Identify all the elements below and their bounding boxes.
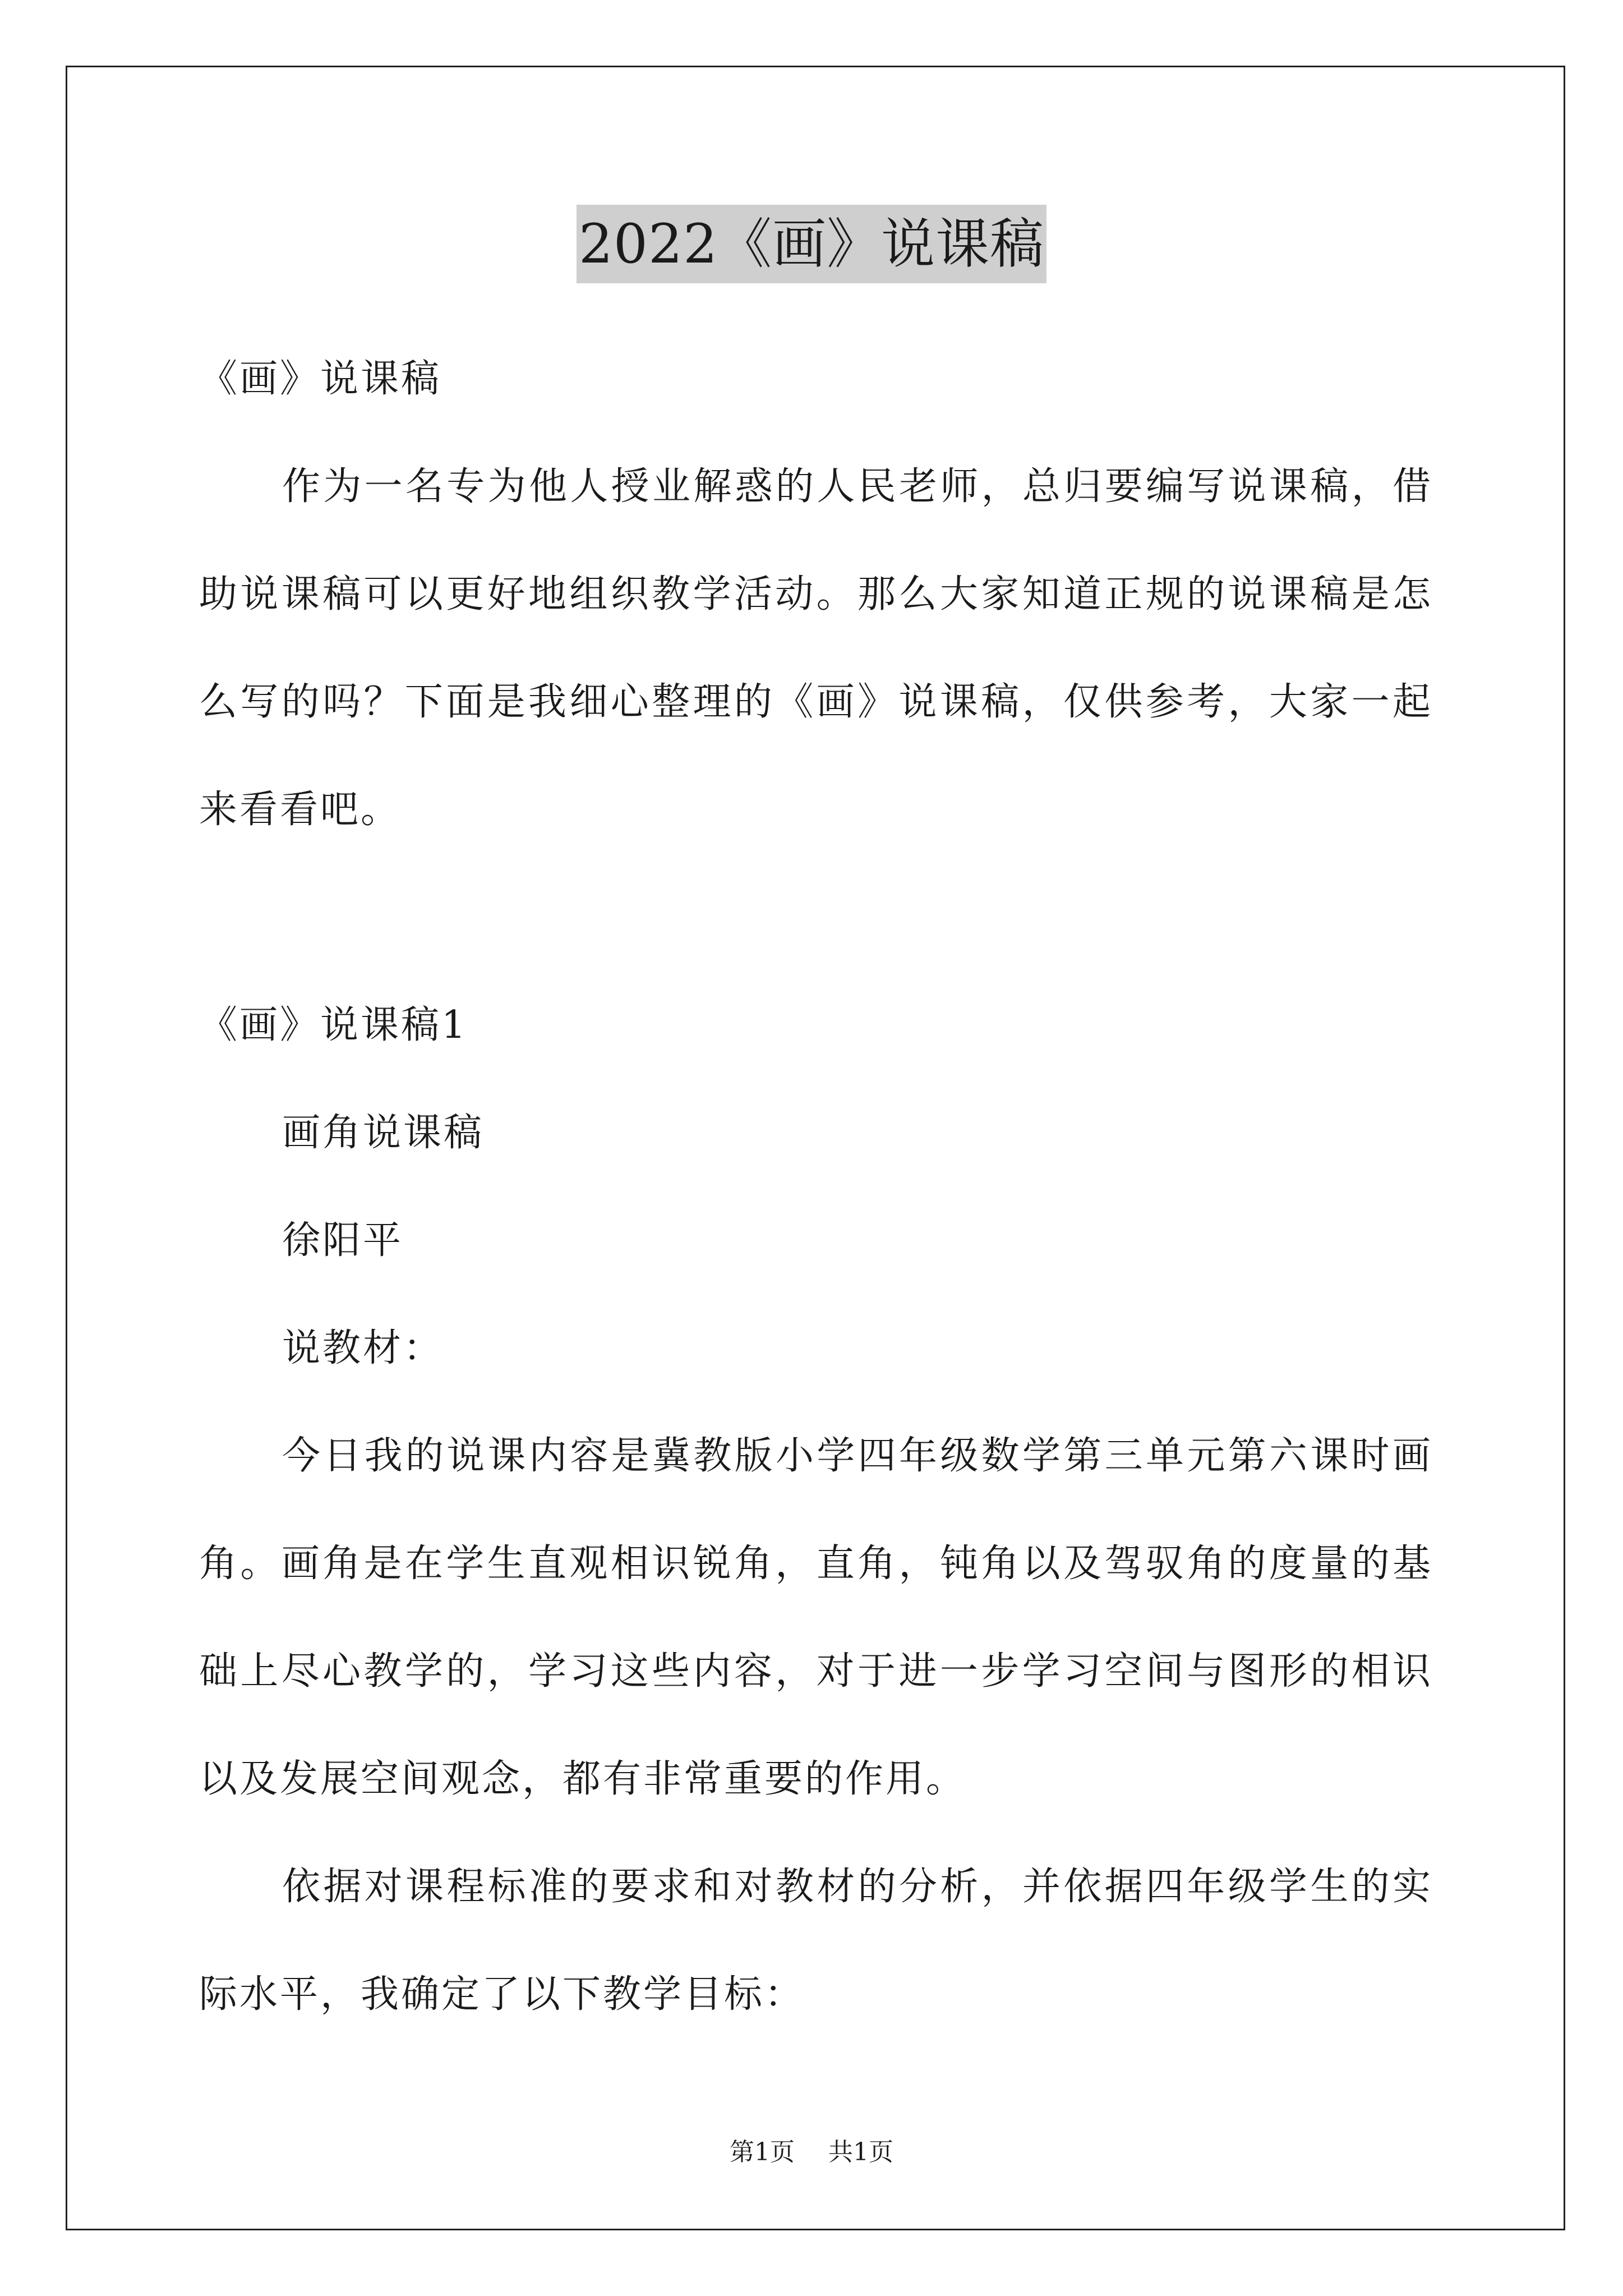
page-number-total: 共1页 bbox=[828, 2138, 893, 2166]
document-title: 2022《画》说课稿 bbox=[577, 205, 1046, 283]
section-heading: 《画》说课稿1 bbox=[199, 1003, 468, 1047]
lesson-title: 画角说课稿 bbox=[282, 1111, 485, 1155]
spacer bbox=[199, 864, 1433, 972]
author-name: 徐阳平 bbox=[282, 1218, 404, 1263]
document-body bbox=[199, 325, 1433, 2049]
part-heading: 说教材： bbox=[282, 1326, 444, 1370]
body-paragraph-2: 依据对课程标准的要求和对教材的分析，并依据四年级学生的实际水平，我确定了以下教学目标： bbox=[199, 1865, 1433, 2017]
intro-paragraph: 作为一名专为他人授业解惑的人民老师，总归要编写说课稿，借助说课稿可以更好地组织教学活动。那么大家知道正规的说课稿是怎么写的吗？下面是我细心整理的《画》说课稿，仅供参考，大家一起来看看吧。 bbox=[199, 464, 1433, 832]
body-paragraph-1: 今日我的说课内容是冀教版小学四年级数学第三单元第六课时画角。画角是在学生直观相识锐角，直角，钝角以及驾驭角的度量的基础上尽心教学的，学习这些内容，对于进一步学习空间与图形的相识以及发展空间观念，都有非常重要的作用。 bbox=[199, 1434, 1433, 1801]
page-number-current: 第1页 bbox=[730, 2138, 795, 2166]
page-footer bbox=[0, 2132, 1623, 2168]
title-container bbox=[0, 205, 1623, 283]
document-subtitle: 《画》说课稿 bbox=[199, 357, 442, 401]
